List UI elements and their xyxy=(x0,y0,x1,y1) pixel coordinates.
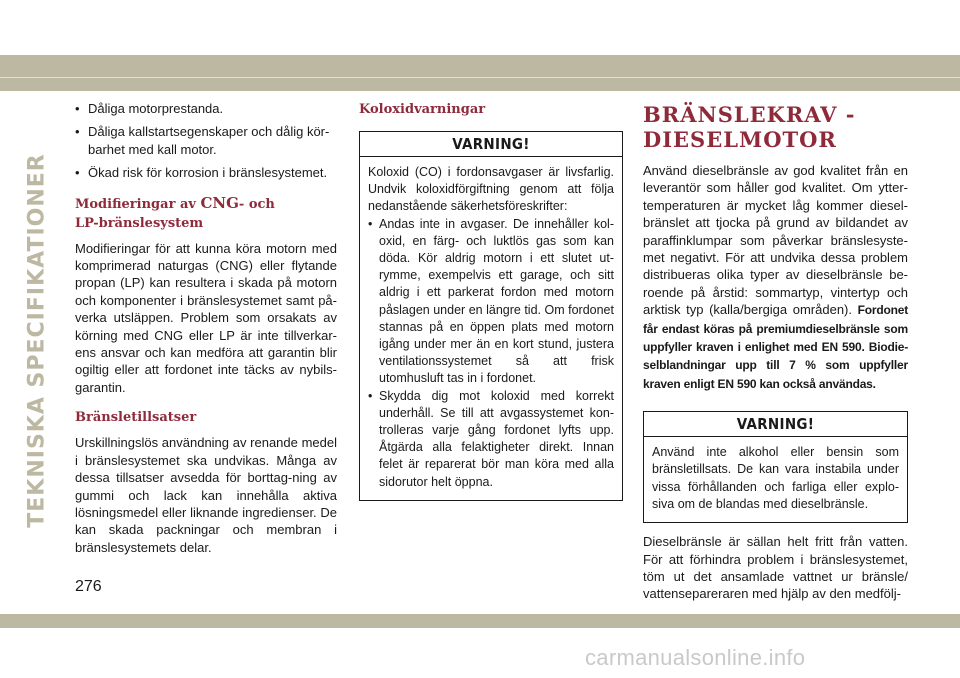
list-item: • Skydda dig mot koloxid med korrekt underhåll. Se till att avgassystemet kon-trolleras varje gång fordonet lyfts upp. Åtgärda alla felaktigheter direkt. Innan felet är reparerat bör man köra med alla sidorutor helt öppna. xyxy=(368,388,614,491)
text-run: Använd dieselbränsle av god kvalitet från en leverantör som håller god kvalitet. Om ytter-temperaturen är mycket låg kommer diesel-bränslet att tjocka på grund av bildandet av paraffinklumpar som påverkar bränslesyste-met negativt. För att undvika dessa problem distribueras olika typer av dieselbränsle be-roende på årstid: sommartyp, vintertyp och arktisk typ (kalla/bergiga områden). xyxy=(643,163,908,318)
heading-part: Modifieringar av xyxy=(75,196,201,212)
list-item: • Dåliga motorprestanda. xyxy=(75,100,337,117)
section-heading-additives: Bränsletillsatser xyxy=(75,410,197,426)
warning-heading: VARNING! xyxy=(360,132,622,157)
list-item: • Dåliga kallstartsegenskaper och dålig kör- barhet med kall motor. xyxy=(75,123,337,158)
section-title-diesel xyxy=(643,102,908,152)
warning-box-co xyxy=(359,131,623,501)
page-number: 276 xyxy=(75,578,102,595)
list-item: • Ökad risk för korrosion i bränslesystemet. xyxy=(75,164,337,181)
paragraph-additives: Urskillningslös användning av renande medel i bränslesystemet ska undvikas. Många av dessa tillsatser avsedda för borttag-ning av gummi och lack kan innehålla aktiva lösningsmedel eller liknande ingredienser. De kan skada packningar och membran i bränslesystemets delar. xyxy=(75,435,337,555)
watermark-text: carmanualsonline.info xyxy=(585,645,806,670)
paragraph-diesel-quality xyxy=(643,162,908,393)
column-right xyxy=(643,100,908,603)
warning-content xyxy=(644,437,907,522)
heading-part: - och xyxy=(238,196,275,212)
warning-text: Använd inte alkohol eller bensin som bränsletillsats. De kan vara instabila under vissa förhållanden och farliga eller explo-siva om de blandas med dieselbränsle. xyxy=(652,445,899,511)
warning-box-diesel xyxy=(643,411,908,523)
symptom-list xyxy=(75,100,337,182)
paragraph-cng-lp: Modifieringar för att kunna köra motorn med komprimerad naturgas (CNG) eller flytande propan (LP) kan resultera i skada på motorn och komponenter i bränslesystemet samt på-verka utsläppen. Problem som orsakats av körning med CNG eller LP är inte tillverkar-ens ansvar och kan medföra att garantin blir ogiltig eller att fordonet inte täcks av nybils-garantin. xyxy=(75,240,337,395)
column-left xyxy=(75,100,337,556)
section-side-title: TEKNISKA SPECIFIKATIONER xyxy=(24,152,50,528)
heading-part: CNG xyxy=(200,193,239,212)
footer-band xyxy=(0,614,960,628)
warning-list xyxy=(368,216,614,491)
warning-heading: VARNING! xyxy=(644,412,907,437)
warning-content xyxy=(360,157,622,500)
section-heading-cng-lp xyxy=(75,194,337,233)
header-band xyxy=(0,55,960,91)
text-run-bold: Fordonet får endast köras på premiumdieselbränsle som uppfyller kraven i enlighet med EN 590. Biodie-selblandningar upp till 7 % som uppfyller kraven enligt EN 590 kan också användas. xyxy=(643,303,908,391)
warning-intro: Koloxid (CO) i fordonsavgaser är livsfarlig. Undvik koloxidförgiftning genom att följa nedanstående säkerhetsföreskrifter: xyxy=(368,165,614,214)
header-stripe xyxy=(0,77,960,78)
section-heading-co: Koloxidvarningar xyxy=(359,102,486,117)
list-item: • Andas inte in avgaser. De innehåller kol-oxid, en färg- och luktlös gas som kan döda. Kör aldrig motorn i ett slutet ut-rymme, exempelvis ett garage, och sitt aldrig i ett parkerat fordon med motorn påslagen under en längre tid. Om fordonet stannas på en öppen plats med motorn igång under mer än en kort stund, justera ventilationssystemet så att frisk utomhusluft tas in i fordonet. xyxy=(368,216,614,388)
title-line: DIESELMOTOR xyxy=(643,127,837,152)
heading-part: LP-bränslesystem xyxy=(75,215,204,231)
paragraph-water: Dieselbränsle är sällan helt fritt från vatten. För att förhindra problem i bränslesystemet, töm ut det ansamlade vattnet ur bränsle/ vattensepareraren med hjälp av den medfölj- xyxy=(643,534,908,602)
section-side-tab xyxy=(20,105,54,575)
column-middle xyxy=(359,100,623,501)
title-line: BRÄNSLEKRAV - xyxy=(643,102,856,127)
